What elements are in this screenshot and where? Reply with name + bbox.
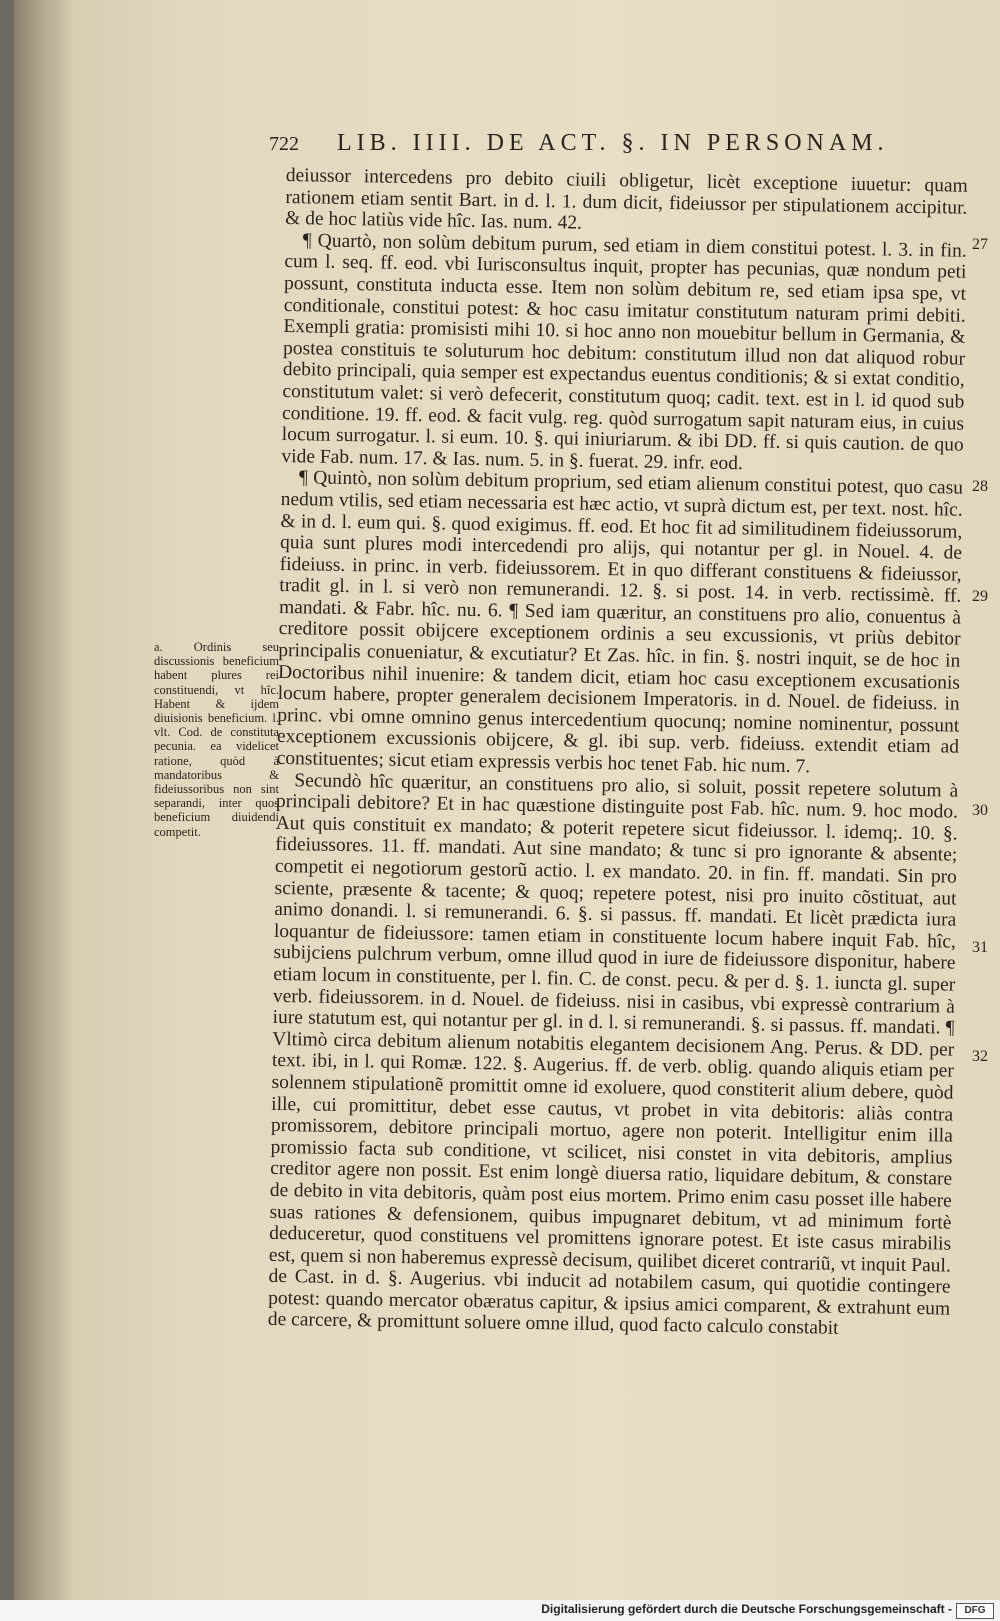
footer-credit: Digitalisierung gefördert durch die Deutsche Forschungsgemeinschaft - <box>541 1602 952 1616</box>
margin-number: 27 <box>972 236 988 253</box>
paragraph: deiussor intercedens pro debito ciuili obligetur, licèt exceptione iuuetur: quam rationem etiam sentit Bart. in d. l. 1. dum dicit, fideiussor per stipulationem accipitur. & de hoc latiùs vide hîc. Ias. num. 42. <box>284 165 968 234</box>
margin-number: 30 <box>972 802 988 819</box>
paragraph: ¶ Quartò, non solùm debitum purum, sed etiam in diem constitui potest. l. 3. in fin. cum l. seq. ff. eod. vbi Iurisconsultus inquit, propter has pecunias, quæ nondum peti possunt, constituta inducta esse. Item non solùm debitum re, sed etiam ipsa spe, vt conditionale, constitui potest: & hoc casu imitatur constitutum naturam primi debiti. Exempli gratia: promisisti mihi 10. si hoc anno non mouebitur bellum in Germania, & postea constituis te soluturum hoc debitum: constitutum illud non dat aliquod robur debito principali, quia semper est expectandus euentus conditionis; & si extat conditio, constitutum valet: si verò defecerit, constitutum quoq; cadit. text. est in l. id quod sub conditione. 19. ff. eod. & facit vulg. reg. quòd surrogatum sapit naturam eius, in cuius locum surrogatur. l. si eum. 10. §. qui iniuriarum. & ibi DD. ff. si quis caution. de quo vide Fab. num. 17. & Ias. num. 5. in §. fuerat. 29. infr. eod. <box>281 230 967 474</box>
running-title: LIB. IIII. DE ACT. §. IN PERSONAM. <box>337 130 889 156</box>
paragraph: ¶ Quintò, non solùm debitum proprium, sed etiam alienum constitui potest, quo casu nedum vtilis, sed etiam necessaria est hæc actio, vt suprà dictum est, per text. nost. hîc. & in d. l. eum qui. §. quod exigimus. ff. eod. Et hoc fit ad similitudinem fideiussorum, quia sunt plures modi intercedendi pro alijs, qui notantur per gl. in Nouel. 4. de fideiuss. in princ. in verb. fideiussorem. Et in quo differant constituens & fideiussor, tradit gl. in l. si verò non remunerandi. 12. §. si post. 14. in verb. rectissimè. ff. mandati. & Fabr. hîc. nu. 6. ¶ Sed iam quæritur, an constituens pro alio, conuentus à creditore possit obijcere exceptionem ordinis a seu excussionis, vt priùs debitor principalis conueniatur, & excutiatur? Et Zas. hîc. in fin. §. nostri inquit, se de hoc in Doctoribus nihil inuenire: & tandem dicit, etiam hoc casu exceptionem excusationis locum habere, propter generalem decisionem Imperatoris. in d. Nouel. de fideiuss. in princ. vbi omne omnino genus intercedentium quocunq; nomine nominentur, possunt exceptionem excussionis obijcere, & gl. ibi sup. verb. fideiuss. extendit etiam ad constituentes; sicut etiam expressis verbis hoc tenet Fab. hic num. 7. <box>276 467 964 778</box>
running-header <box>269 130 969 157</box>
footer-bar <box>0 1600 1000 1621</box>
margin-number: 31 <box>972 939 988 956</box>
margin-number: 28 <box>972 478 988 495</box>
margin-number: 32 <box>972 1048 988 1065</box>
marginal-note: a. Ordinis seu discussionis beneficium habent plures rei constituendi, vt hîc. Habent & ijdem diuisionis beneficium. l. vlt. Cod. de constituta pecunia. ea videlicet ratione, quòd à mandatoribus & fideiussoribus non sint separandi, inter quos beneficium diuidendi competit. <box>154 640 279 839</box>
book-page <box>14 0 1000 1600</box>
dfg-logo-icon: DFG <box>956 1603 994 1619</box>
main-text <box>268 165 968 1342</box>
paragraph: Secundò hîc quæritur, an constituens pro alio, si soluit, possit repetere solutum à principali debitore? Et in hac quæstione distinguite post Fab. hîc. num. 9. hoc modo. Aut quis constituit ex mandato; & poterit repetere sicut fideiussor. l. idemq;. 10. §. fideiussores. 11. ff. mandati. Aut sine mandato; & tunc si pro ignorante & absente; competit ei negotiorum gestorũ actio. l. ex mandato. 20. in fin. ff. mandati. Sin pro sciente, præsente & tacente; & quoq; repetere potest, nisi pro inuito cõstituat, aut animo donandi. l. si remunerandi. 6. §. si passus. ff. mandati. Et licèt prædicta iura loquantur de fideiussore: tamen etiam in constituente locum habere inquit Fab. hîc, subijciens pulchrum verbum, omne illud quod in iure de fideiussore disponitur, habere etiam locum in constituente, per l. fin. C. de const. pecu. & per d. §. 1. iuncta gl. super verb. fideiussorem. in d. Nouel. de fideiuss. nisi in casibus, vbi expressè contrarium à iure statutum est, qui notantur per gl. in d. l. si remunerandi. §. si passus. ff. mandati. ¶ Vltimò circa debitum alienum notabitis elegantem decisionem Ang. Perus. & DD. per text. ibi, in l. qui Romæ. 122. §. Augerius. ff. de verb. oblig. quando aliquis etiam per solennem stipulationẽ promittit omne id exoluere, quod constiterit alium debere, quòd ille, cui promittitur, debet esse cautus, vt probet in vita debitoris: aliàs contra promissorem, debitore principali mortuo, agere non poterit. Intelligitur enim illa promissio facta sub conditione, vt scilicet, nisi constet in vita debitoris, amplius creditor agere non possit. Est enim longè diuersa ratio, liquidare debitum, & constare de debito in vita debitoris, quàm post eius mortem. Primo enim casu posset ille habere suas rationes & defensionem, quibus impugnaret debitum, vt ad minimum fortè deduceretur, quod constituens vel promittens ignorare potest. Et iste casus mirabilis est, quem si non haberemus expressè decisum, quilibet diceret contrariũ, vt inquit Paul. de Cast. in d. §. Augerius. vbi inducit ad notabilem casum, qui quotidie contingere potest: quando mercator obæratus capitur, & ipsius amici comparent, & extrahunt eum de carcere, & promittunt soluere omne illud, quod facto calculo constabit <box>267 769 959 1340</box>
page-gutter <box>14 0 74 1600</box>
margin-number: 29 <box>972 588 988 605</box>
page-number: 722 <box>269 133 299 155</box>
